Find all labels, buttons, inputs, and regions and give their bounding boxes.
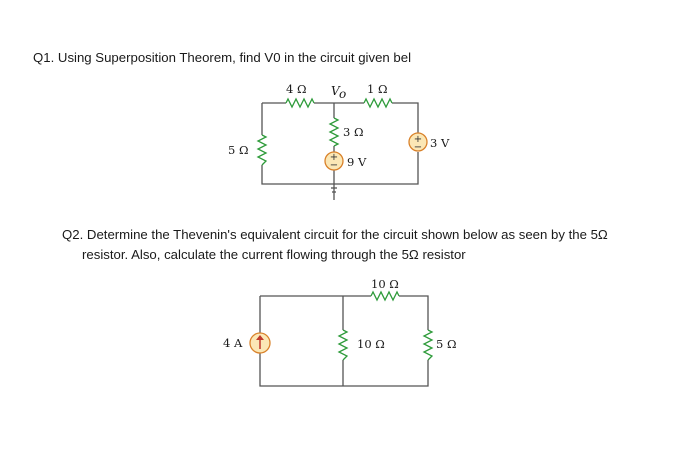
svg-text:−: −: [329, 160, 339, 171]
question-1-text: Q1. Using Superposition Theorem, find V0 in the circuit given bel: [33, 50, 412, 65]
q1-circuit: [228, 82, 450, 200]
q2-circuit: [223, 277, 457, 386]
q1-label-vo: V: [331, 84, 340, 98]
q1-source-9v: [325, 152, 343, 171]
q1-resistor-4ohm: [286, 99, 314, 107]
svg-text:+: +: [413, 134, 423, 145]
q2-resistor-10ohm-top: [371, 292, 399, 300]
q1-resistor-1ohm: [364, 99, 392, 107]
q2-current-source-4a: [250, 333, 270, 353]
q1-label-5ohm: 5 Ω: [228, 143, 249, 157]
q1-label-9v: 9 V: [347, 155, 367, 169]
q1-label-3v: 3 V: [430, 136, 450, 150]
svg-text:+: +: [329, 152, 339, 163]
q1-resistor-3ohm: [330, 118, 338, 146]
question-2-text-line1: Q2. Determine the Thevenin's equivalent circuit for the circuit shown below as seen by the 5Ω: [62, 227, 608, 242]
svg-text:−: −: [413, 142, 423, 153]
q1-label-vo-sub: o: [339, 87, 347, 101]
q1-label-1ohm: 1 Ω: [367, 82, 388, 96]
q1-resistor-5ohm: [258, 135, 266, 165]
question-2-text-line2: resistor. Also, calculate the current flowing through the 5Ω resistor: [82, 247, 466, 262]
q1-label-4ohm: 4 Ω: [286, 82, 307, 96]
q2-left-wire-bottom: [260, 353, 428, 386]
q2-resistor-10ohm-mid: [339, 330, 347, 360]
q2-label-10ohm-top: 10 Ω: [371, 277, 399, 291]
q2-label-10ohm-mid: 10 Ω: [357, 337, 385, 351]
q2-top-wire-right: [399, 296, 428, 330]
q2-label-5ohm: 5 Ω: [436, 337, 457, 351]
q2-resistor-5ohm: [424, 330, 432, 360]
q1-source-3v: [409, 133, 427, 153]
q1-top-wire-right: [392, 103, 418, 133]
q2-label-4a: 4 A: [223, 336, 243, 350]
q1-label-3ohm: 3 Ω: [343, 125, 364, 139]
